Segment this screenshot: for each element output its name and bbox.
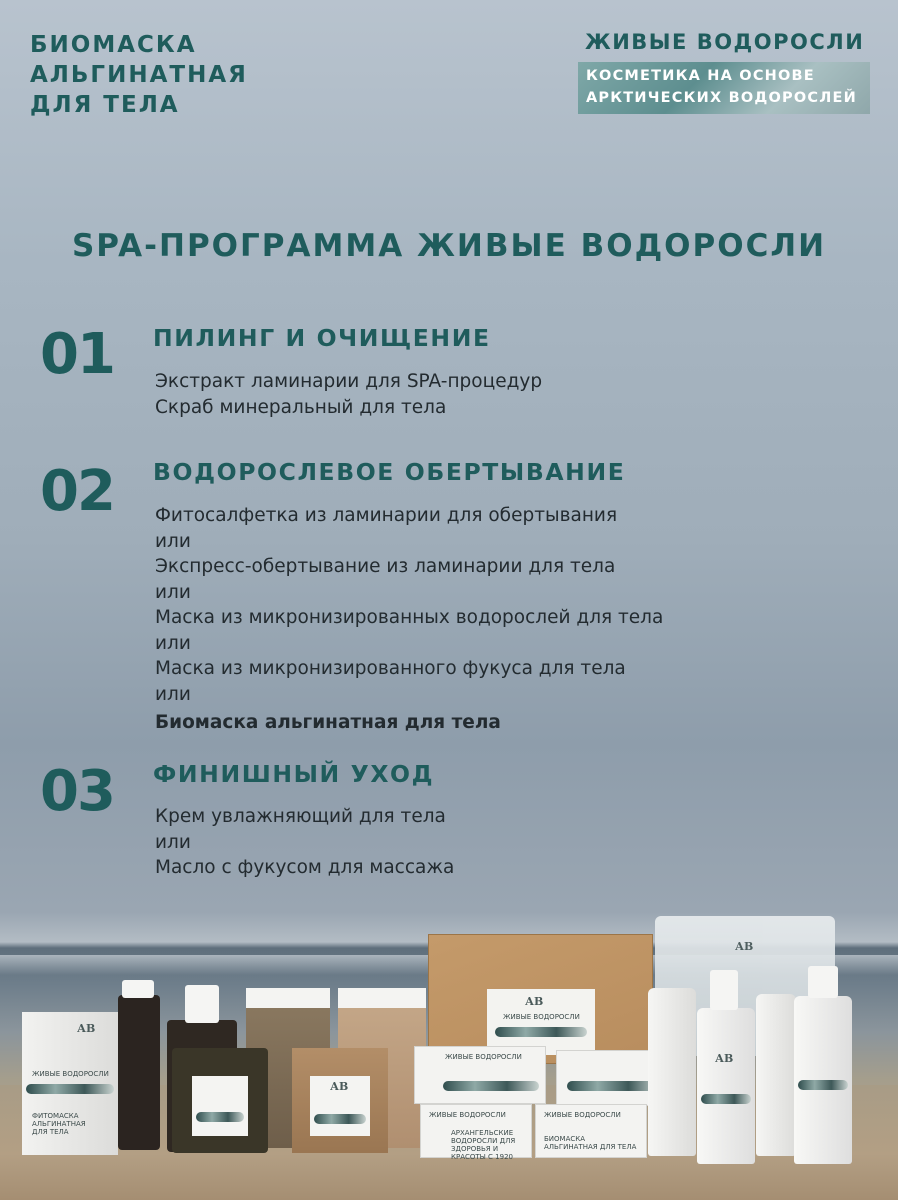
white-bottle	[794, 996, 852, 1164]
product-title	[30, 30, 270, 120]
box-label-text: БИОМАСКА АЛЬГИНАТНАЯ ДЛЯ ТЕЛА	[544, 1135, 637, 1151]
wave-graphic	[701, 1094, 751, 1104]
carton-box	[22, 1012, 118, 1155]
mask-jar	[172, 1048, 268, 1153]
box-brand: ЖИВЫЕ ВОДОРОСЛИ	[544, 1111, 621, 1119]
product-title-line: АЛЬГИНАТНАЯ	[30, 62, 248, 88]
step-1-list	[155, 369, 542, 420]
list-item: Экстракт ламинарии для SPA-процедур	[155, 371, 543, 392]
brand-logo: АВ	[735, 940, 754, 953]
jar-lid	[246, 988, 330, 1008]
jar-lid	[338, 988, 426, 1008]
box-label-text: ФИТОМАСКА АЛЬГИНАТНАЯ ДЛЯ ТЕЛА	[32, 1112, 86, 1136]
step-3-list	[155, 804, 454, 881]
list-item: Маска из микронизированного фукуса для тела	[155, 658, 626, 679]
brand-logo: АВ	[715, 1052, 734, 1065]
white-bottle	[756, 994, 796, 1156]
wave-graphic	[443, 1081, 539, 1091]
list-item: Скраб минеральный для тела	[155, 396, 447, 418]
flat-box	[420, 1104, 532, 1161]
step-3-title: ФИНИШНЫЙ УХОД	[153, 760, 435, 788]
list-item: или	[155, 683, 191, 705]
pump-cap	[808, 966, 838, 998]
product-lineup-photo	[0, 900, 898, 1200]
list-item: или	[155, 530, 191, 552]
mask-jar	[292, 1048, 388, 1153]
white-bottle	[697, 1008, 755, 1164]
step-2-list	[155, 503, 663, 736]
wave-graphic	[314, 1114, 366, 1124]
step-2-number: 02	[40, 459, 114, 524]
dark-bottle	[118, 995, 160, 1150]
list-item: или	[155, 632, 191, 654]
jar-label	[310, 1076, 370, 1136]
box-brand: ЖИВЫЕ ВОДОРОСЛИ	[32, 1070, 109, 1078]
brand-badge-line: АРКТИЧЕСКИХ ВОДОРОСЛЕЙ	[586, 90, 857, 106]
list-item-highlight: Биомаска альгинатная для тела	[155, 712, 501, 733]
box-brand: ЖИВЫЕ ВОДОРОСЛИ	[445, 1053, 522, 1061]
brand-name: ЖИВЫЕ ВОДОРОСЛИ	[585, 30, 865, 54]
brand-badge-line: КОСМЕТИКА НА ОСНОВЕ	[586, 68, 815, 84]
pump-cap	[710, 970, 738, 1010]
list-item: Экспресс-обертывание из ламинарии для тела	[155, 556, 616, 577]
wave-graphic	[798, 1080, 848, 1090]
brand-logo: АВ	[525, 995, 544, 1008]
program-title: SPA-ПРОГРАММА ЖИВЫЕ ВОДОРОСЛИ	[71, 228, 827, 264]
box-label-text: АРХАНГЕЛЬСКИЕ ВОДОРОСЛИ ДЛЯ ЗДОРОВЬЯ И КРАСОТЫ С 1920	[451, 1129, 516, 1161]
list-item: Фитосалфетка из ламинарии для обертывания	[155, 505, 618, 526]
box-brand: ЖИВЫЕ ВОДОРОСЛИ	[503, 1013, 580, 1021]
step-1-number: 01	[40, 322, 114, 387]
wave-graphic	[567, 1081, 659, 1091]
step-2-title: ВОДОРОСЛЕВОЕ ОБЕРТЫВАНИЕ	[153, 458, 626, 486]
brand-logo: АВ	[77, 1022, 96, 1035]
pump-cap	[122, 980, 154, 998]
product-title-line: БИОМАСКА	[30, 32, 197, 58]
brand-badge	[578, 62, 870, 114]
wave-graphic	[26, 1084, 114, 1094]
step-1-title: ПИЛИНГ И ОЧИЩЕНИЕ	[153, 324, 491, 352]
list-item: или	[155, 581, 191, 603]
brand-logo: АВ	[330, 1080, 349, 1093]
wave-graphic	[495, 1027, 587, 1037]
list-item: или	[155, 831, 191, 853]
product-title-line: ДЛЯ ТЕЛА	[30, 92, 180, 118]
flat-box	[535, 1104, 647, 1158]
white-bottle	[648, 988, 696, 1156]
flat-box	[414, 1046, 546, 1104]
list-item: Маска из микронизированных водорослей для тела	[155, 607, 664, 628]
wave-graphic	[196, 1112, 244, 1122]
kraft-box	[428, 934, 653, 1064]
jar-label	[192, 1076, 248, 1136]
list-item: Крем увлажняющий для тела	[155, 806, 446, 827]
list-item: Масло с фукусом для массажа	[155, 857, 455, 878]
pump-cap	[185, 985, 219, 1023]
box-brand: ЖИВЫЕ ВОДОРОСЛИ	[429, 1111, 506, 1119]
step-3-number: 03	[40, 759, 114, 824]
